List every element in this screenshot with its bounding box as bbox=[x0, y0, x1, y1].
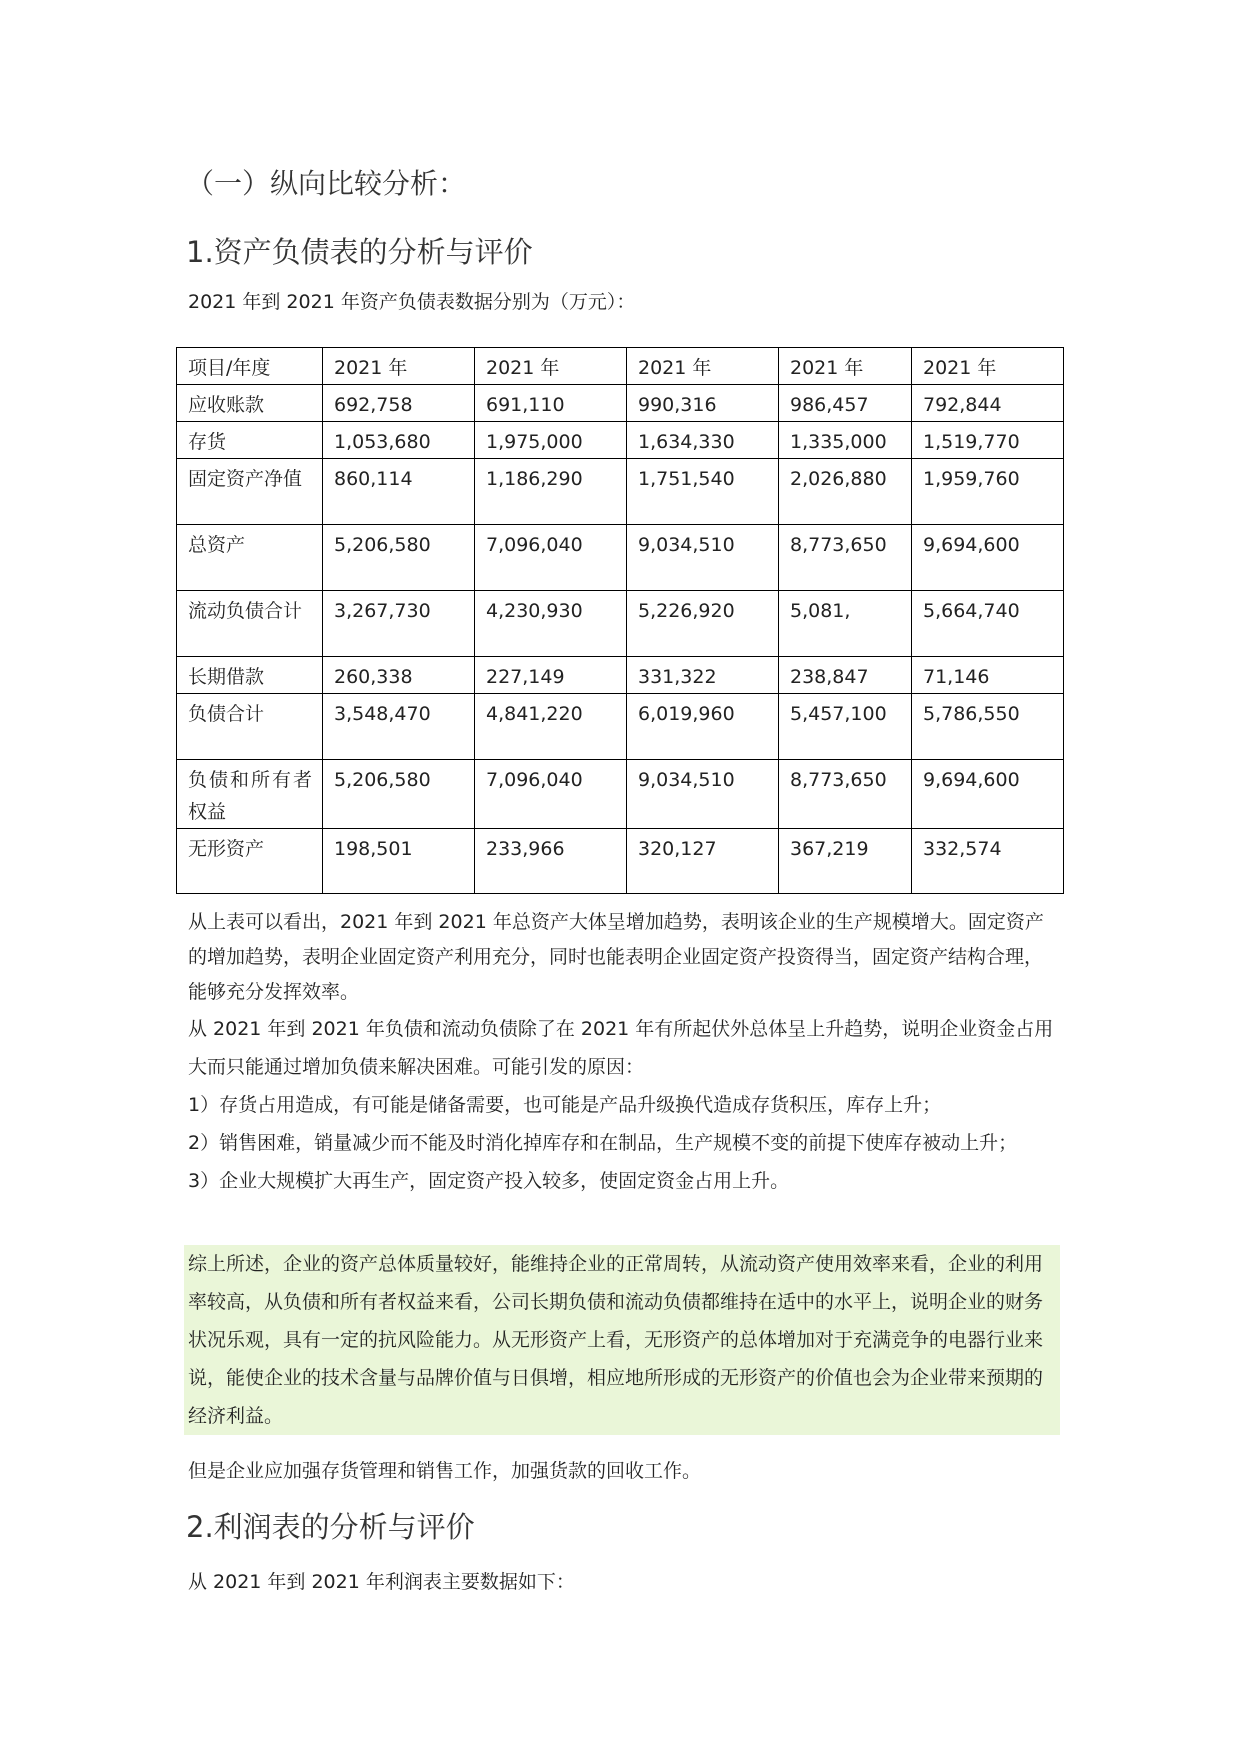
table-header-row bbox=[177, 348, 1064, 385]
table-cell: 9,034,510 bbox=[627, 525, 779, 591]
table-cell: 227,149 bbox=[475, 657, 627, 694]
row-label: 存货 bbox=[177, 422, 323, 459]
table-cell: 5,206,580 bbox=[323, 760, 475, 829]
table-cell: 5,081, bbox=[779, 591, 912, 657]
table-header-cell: 2021 年 bbox=[323, 348, 475, 385]
reason-item-3: 3）企业大规模扩大再生产，固定资产投入较多，使固定资金占用上升。 bbox=[188, 1170, 790, 1192]
table-cell: 1,634,330 bbox=[627, 422, 779, 459]
row-label: 负债合计 bbox=[177, 694, 323, 760]
table-cell: 238,847 bbox=[779, 657, 912, 694]
table-header-cell: 2021 年 bbox=[912, 348, 1064, 385]
table-row bbox=[177, 422, 1064, 459]
table-row bbox=[177, 525, 1064, 591]
table-row bbox=[177, 760, 1064, 829]
table-cell: 8,773,650 bbox=[779, 525, 912, 591]
table-cell: 1,053,680 bbox=[323, 422, 475, 459]
table-cell: 8,773,650 bbox=[779, 760, 912, 829]
table-cell: 1,186,290 bbox=[475, 459, 627, 525]
recommendation-paragraph bbox=[188, 1452, 1058, 1490]
row-label: 长期借款 bbox=[177, 657, 323, 694]
table-header-cell: 2021 年 bbox=[627, 348, 779, 385]
paragraph-text: 从上表可以看出，2021 年到 2021 年总资产大体呈增加趋势，表明该企业的生产规模增大。固定资产的增加趋势，表明企业固定资产利用充分，同时也能表明企业固定资产投资得当，固定资产结构合理，能够充分发挥效率。 bbox=[188, 911, 1044, 1003]
table-cell: 1,975,000 bbox=[475, 422, 627, 459]
reason-item-2: 2）销售困难，销量减少而不能及时消化掉库存和在制品，生产规模不变的前提下使库存被动上升； bbox=[188, 1132, 1018, 1154]
table-header-cell: 项目/年度 bbox=[177, 348, 323, 385]
table-cell: 2,026,880 bbox=[779, 459, 912, 525]
table-cell: 986,457 bbox=[779, 385, 912, 422]
row-label: 无形资产 bbox=[177, 829, 323, 894]
table-cell: 331,322 bbox=[627, 657, 779, 694]
table-cell: 5,457,100 bbox=[779, 694, 912, 760]
table-cell: 860,114 bbox=[323, 459, 475, 525]
row-label: 固定资产净值 bbox=[177, 459, 323, 525]
table-cell: 1,519,770 bbox=[912, 422, 1064, 459]
table-cell: 990,316 bbox=[627, 385, 779, 422]
table-cell: 7,096,040 bbox=[475, 760, 627, 829]
table-row bbox=[177, 591, 1064, 657]
section-heading: （一）纵向比较分析： bbox=[186, 167, 467, 200]
table-header-cell: 2021 年 bbox=[475, 348, 627, 385]
subsection-title-income-statement: 2.利润表的分析与评价 bbox=[186, 1510, 475, 1544]
row-label: 负债和所有者权益 bbox=[177, 760, 323, 829]
table-cell: 9,694,600 bbox=[912, 760, 1064, 829]
paragraph-text: 从 2021 年到 2021 年负债和流动负债除了在 2021 年有所起伏外总体呈上升趋势，说明企业资金占用大而只能通过增加负债来解决困难。可能引发的原因： bbox=[188, 1018, 1054, 1078]
table-header-cell: 2021 年 bbox=[779, 348, 912, 385]
table-row bbox=[177, 694, 1064, 760]
balance-sheet-table bbox=[176, 347, 1064, 894]
row-label: 总资产 bbox=[177, 525, 323, 591]
table-cell: 233,966 bbox=[475, 829, 627, 894]
table-cell: 6,019,960 bbox=[627, 694, 779, 760]
balance-sheet-intro: 2021 年到 2021 年资产负债表数据分别为（万元）： bbox=[188, 291, 636, 313]
row-label: 流动负债合计 bbox=[177, 591, 323, 657]
table-cell: 792,844 bbox=[912, 385, 1064, 422]
table-cell: 1,959,760 bbox=[912, 459, 1064, 525]
table-cell: 320,127 bbox=[627, 829, 779, 894]
paragraph-text: 但是企业应加强存货管理和销售工作，加强货款的回收工作。 bbox=[188, 1460, 702, 1482]
table-cell: 4,230,930 bbox=[475, 591, 627, 657]
table-cell: 9,694,600 bbox=[912, 525, 1064, 591]
table-cell: 71,146 bbox=[912, 657, 1064, 694]
table-cell: 5,664,740 bbox=[912, 591, 1064, 657]
table-cell: 5,226,920 bbox=[627, 591, 779, 657]
highlighted-summary-paragraph bbox=[184, 1245, 1060, 1435]
analysis-paragraph-1 bbox=[188, 905, 1058, 1010]
table-cell: 367,219 bbox=[779, 829, 912, 894]
reason-item-1: 1）存货占用造成，有可能是储备需要，也可能是产品升级换代造成存货积压，库存上升； bbox=[188, 1094, 942, 1116]
table-cell: 1,335,000 bbox=[779, 422, 912, 459]
income-statement-intro: 从 2021 年到 2021 年利润表主要数据如下： bbox=[188, 1571, 575, 1593]
subsection-title-balance-sheet: 1.资产负债表的分析与评价 bbox=[186, 235, 533, 269]
table-cell: 9,034,510 bbox=[627, 760, 779, 829]
paragraph-text: 综上所述，企业的资产总体质量较好，能维持企业的正常周转，从流动资产使用效率来看，企业的利用率较高，从负债和所有者权益来看，公司长期负债和流动负债都维持在适中的水平上，说明企业的财务状况乐观，具有一定的抗风险能力。从无形资产上看，无形资产的总体增加对于充满竞争的电器行业来说，能使企业的技术含量与品牌价值与日俱增，相应地所形成的无形资产的价值也会为企业带来预期的经济利益。 bbox=[188, 1253, 1044, 1427]
table-row bbox=[177, 385, 1064, 422]
table-cell: 692,758 bbox=[323, 385, 475, 422]
table-row bbox=[177, 459, 1064, 525]
table-row bbox=[177, 829, 1064, 894]
table-cell: 691,110 bbox=[475, 385, 627, 422]
table-cell: 5,786,550 bbox=[912, 694, 1064, 760]
table-cell: 4,841,220 bbox=[475, 694, 627, 760]
table-cell: 5,206,580 bbox=[323, 525, 475, 591]
analysis-paragraph-group bbox=[188, 1010, 1058, 1200]
row-label: 应收账款 bbox=[177, 385, 323, 422]
table-cell: 7,096,040 bbox=[475, 525, 627, 591]
table-cell: 3,548,470 bbox=[323, 694, 475, 760]
table-cell: 3,267,730 bbox=[323, 591, 475, 657]
table-cell: 198,501 bbox=[323, 829, 475, 894]
table-cell: 260,338 bbox=[323, 657, 475, 694]
table-row bbox=[177, 657, 1064, 694]
table-cell: 332,574 bbox=[912, 829, 1064, 894]
table-cell: 1,751,540 bbox=[627, 459, 779, 525]
